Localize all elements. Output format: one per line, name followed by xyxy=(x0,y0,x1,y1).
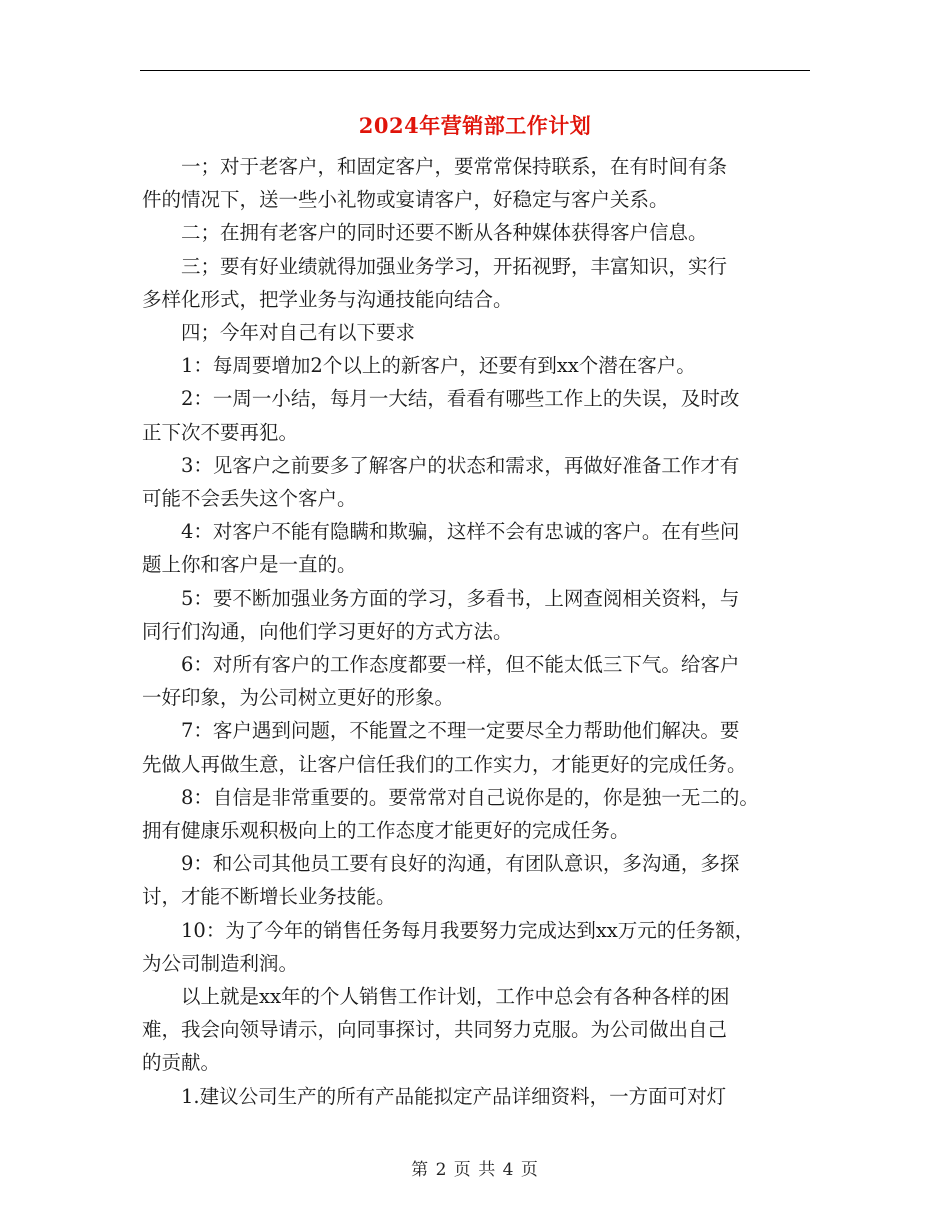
paragraph-line: 2：一周一小结，每月一大结，看看有哪些工作上的失误，及时改 xyxy=(181,387,740,411)
paragraph xyxy=(142,980,828,1080)
paragraph-line: 6：对所有客户的工作态度都要一样，但不能太低三下气。给客户 xyxy=(181,653,740,677)
paragraph xyxy=(142,382,828,448)
paragraph-line: 讨，才能不断增长业务技能。 xyxy=(142,885,396,909)
paragraph-line: 一好印象，为公司树立更好的形象。 xyxy=(142,686,455,710)
paragraph-line: 四；今年对自己有以下要求 xyxy=(181,321,416,345)
paragraph xyxy=(142,714,828,780)
paragraph-line: 1：每周要增加2个以上的新客户，还要有到xx个潜在客户。 xyxy=(181,354,696,378)
paragraph-line: 为公司制造利润。 xyxy=(142,951,299,975)
paragraph xyxy=(142,781,828,847)
paragraph-line: 正下次不要再犯。 xyxy=(142,420,299,444)
paragraph-line: 以上就是xx年的个人销售工作计划，工作中总会有各种各样的困 xyxy=(181,985,730,1009)
paragraph-line: 件的情况下，送一些小礼物或宴请客户，好稳定与客户关系。 xyxy=(142,188,669,212)
paragraph xyxy=(142,216,828,249)
paragraph-line: 题上你和客户是一直的。 xyxy=(142,553,357,577)
paragraph xyxy=(142,582,828,648)
page-number-footer: 第 2 页 共 4 页 xyxy=(411,1160,539,1180)
paragraph-line: 8：自信是非常重要的。要常常对自己说你是的，你是独一无二的。 xyxy=(181,785,759,809)
paragraph-line: 同行们沟通，向他们学习更好的方式方法。 xyxy=(142,619,513,643)
paragraph xyxy=(142,316,828,349)
paragraph xyxy=(142,1080,828,1113)
paragraph-line: 3：见客户之前要多了解客户的状态和需求，再做好准备工作才有 xyxy=(181,453,740,477)
document-title: 2024年营销部工作计划 xyxy=(358,113,592,138)
paragraph-line: 的贡献。 xyxy=(142,1051,221,1075)
header-rule xyxy=(140,70,810,71)
paragraph-line: 先做人再做生意，让客户信任我们的工作实力，才能更好的完成任务。 xyxy=(142,752,747,776)
paragraph xyxy=(142,515,828,581)
paragraph xyxy=(142,150,828,216)
paragraph-line: 一；对于老客户，和固定客户，要常常保持联系，在有时间有条 xyxy=(181,155,728,178)
paragraph-line: 难，我会向领导请示，向同事探讨，共同努力克服。为公司做出自己 xyxy=(142,1018,728,1042)
paragraph-line: 二；在拥有老客户的同时还要不断从各种媒体获得客户信息。 xyxy=(181,221,708,245)
paragraph xyxy=(142,914,828,980)
paragraph-line: 5：要不断加强业务方面的学习，多看书，上网查阅相关资料，与 xyxy=(181,586,740,610)
paragraph-line: 拥有健康乐观积极向上的工作态度才能更好的完成任务。 xyxy=(142,819,630,843)
paragraph-line: 7：客户遇到问题，不能置之不理一定要尽全力帮助他们解决。要 xyxy=(181,719,740,743)
paragraph-line: 多样化形式，把学业务与沟通技能向结合。 xyxy=(142,287,513,311)
document-body xyxy=(142,150,828,1113)
paragraph xyxy=(142,250,828,316)
paragraph-line: 9：和公司其他员工要有良好的沟通，有团队意识，多沟通，多探 xyxy=(181,852,740,876)
paragraph-line: 10：为了今年的销售任务每月我要努力完成达到xx万元的任务额， xyxy=(181,918,755,942)
paragraph xyxy=(142,449,828,515)
paragraph xyxy=(142,847,828,913)
paragraph-line: 三；要有好业绩就得加强业务学习，开拓视野，丰富知识，实行 xyxy=(181,254,728,278)
paragraph-line: 可能不会丢失这个客户。 xyxy=(142,487,357,511)
paragraph-line: 4：对客户不能有隐瞒和欺骗，这样不会有忠诚的客户。在有些问 xyxy=(181,520,740,544)
paragraph xyxy=(142,648,828,714)
paragraph-line: 1.建议公司生产的所有产品能拟定产品详细资料，一方面可对灯 xyxy=(181,1084,727,1108)
paragraph xyxy=(142,349,828,382)
